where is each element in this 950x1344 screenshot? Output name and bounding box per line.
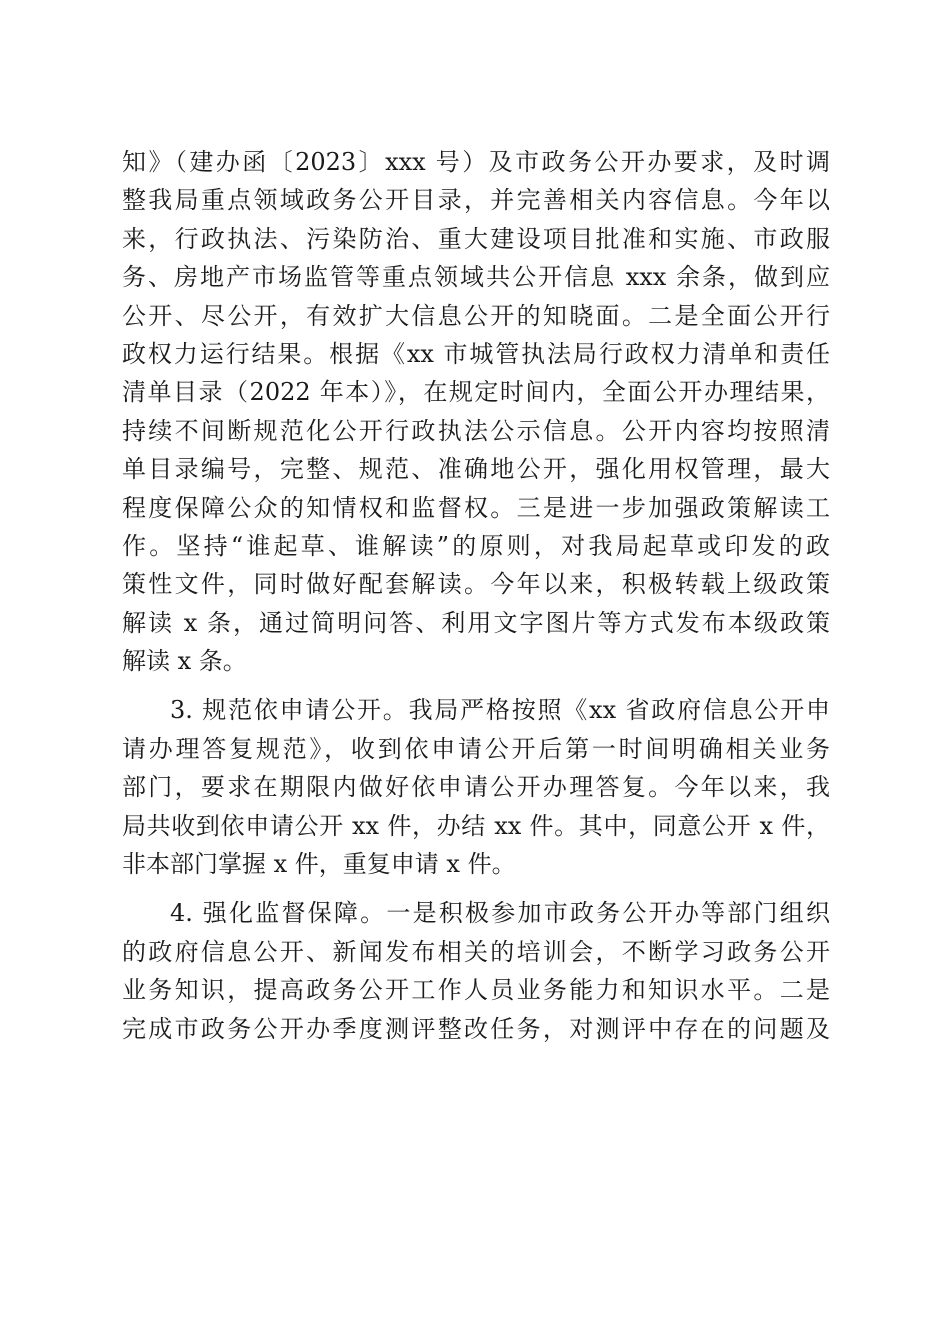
text-line: 4. 强化监督保障。一是积极参加市政务公开办等部门组织 <box>170 899 830 928</box>
text-line: 知》（建办函〔2023〕xxx 号）及市政务公开办要求，及时调 <box>122 148 830 176</box>
text-line: 单目录编号，完整、规范、准确地公开，强化用权管理，最大 <box>122 455 830 484</box>
text-line: 来，行政执法、污染防治、重大建设项目批准和实施、市政服 <box>122 224 830 253</box>
text-line: 持续不间断规范化公开行政执法公示信息。公开内容均按照清 <box>122 416 830 445</box>
text-line: 业务知识，提高政务公开工作人员业务能力和知识水平。二是 <box>122 976 830 1005</box>
text-line: 部门，要求在期限内做好依申请公开办理答复。今年以来，我 <box>122 773 830 802</box>
paragraph-1 <box>122 143 830 680</box>
paragraph-2 <box>122 691 830 883</box>
text-line: 作。坚持“谁起草、谁解读”的原则，对我局起草或印发的政 <box>122 531 830 560</box>
text-line: 公开、尽公开，有效扩大信息公开的知晓面。二是全面公开行 <box>122 301 830 330</box>
text-line: 解读 x 条。 <box>122 647 247 676</box>
paragraph-spacer <box>122 680 830 691</box>
text-line: 完成市政务公开办季度测评整改任务，对测评中存在的问题及 <box>122 1014 830 1043</box>
text-line: 的政府信息公开、新闻发布相关的培训会，不断学习政务公开 <box>122 937 830 966</box>
text-line: 整我局重点领域政务公开目录，并完善相关内容信息。今年以 <box>122 186 830 215</box>
text-line: 局共收到依申请公开 xx 件，办结 xx 件。其中，同意公开 x 件， <box>122 811 830 840</box>
text-line: 非本部门掌握 x 件，重复申请 x 件。 <box>122 850 516 879</box>
text-line: 解读 x 条，通过简明问答、利用文字图片等方式发布本级政策 <box>122 608 830 637</box>
text-line: 策性文件，同时做好配套解读。今年以来，积极转载上级政策 <box>122 570 830 599</box>
text-line: 清单目录（2022 年本）》，在规定时间内，全面公开办理结果， <box>122 378 830 407</box>
document-body <box>122 143 830 1048</box>
text-line: 务、房地产市场监管等重点领域共公开信息 xxx 余条，做到应 <box>122 263 830 292</box>
text-line: 程度保障公众的知情权和监督权。三是进一步加强政策解读工 <box>122 493 830 522</box>
text-line: 请办理答复规范》，收到依申请公开后第一时间明确相关业务 <box>122 734 830 763</box>
text-line: 政权力运行结果。根据《xx 市城管执法局行政权力清单和责任 <box>122 339 830 368</box>
paragraph-spacer <box>122 883 830 894</box>
text-line: 3. 规范依申请公开。我局严格按照《xx 省政府信息公开申 <box>170 696 830 725</box>
paragraph-3 <box>122 894 830 1048</box>
